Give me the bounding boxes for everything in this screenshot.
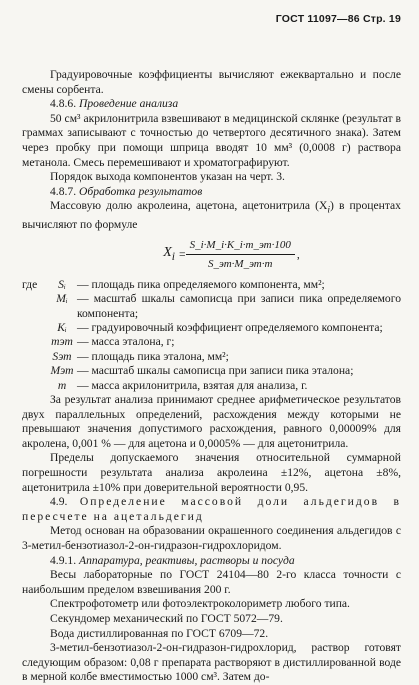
paragraph: Вода дистиллированная по ГОСТ 6709—72. <box>50 626 269 640</box>
paragraph <box>22 199 401 233</box>
formula-intro-sub: i <box>327 204 331 216</box>
formula-intro-rest: ) в процентах вычисляют по формуле <box>22 199 401 232</box>
page-header: ГОСТ 11097—86 Стр. 19 <box>275 13 401 25</box>
formula-fraction <box>186 238 295 272</box>
document-body <box>22 68 401 685</box>
section-number: 4.8.6. <box>50 97 77 111</box>
definition-row: Mэт — масштаб шкалы самописца при записи пика эталона; <box>50 364 354 378</box>
definitions-list <box>22 278 401 393</box>
section-title: Определение массовой доли альдегидов в пересчете на ацетальдегид <box>22 495 401 523</box>
section-number: 4.8.7. <box>50 184 77 198</box>
definition-row: m — масса акрилонитрила, взятая для анализа, г. <box>57 378 308 392</box>
paragraph: Порядок выхода компонентов указан на черт. 3. <box>50 170 285 184</box>
formula-tail: , <box>296 247 300 261</box>
section-heading-4-9 <box>22 495 401 524</box>
section-number: 4.9.1. <box>50 553 77 567</box>
paragraph: Секундомер механический по ГОСТ 5072—79. <box>50 612 283 625</box>
paragraph: Пределы допускаемого значения относительной суммарной погрешности результата анализа акролеина ±12%, ацетона ±8%, ацетонитрила ±10% при доверительной вероятности 0,95. <box>22 451 401 494</box>
definition-row: Kᵢ — градуировочный коэффициент определяемого компонента; <box>57 321 383 335</box>
formula-denominator: S_эт·M_эт·m <box>208 258 273 271</box>
paragraph: Градуировочные коэффициенты вычисляют ежеквартально и после смены сорбента. <box>22 68 401 96</box>
paragraph: Метод основан на образовании окрашенного соединения альдегидов с 3-метил-бензотиазол-2-он-гидразон-гидрохлоридом. <box>22 524 401 553</box>
definition-row: где Sᵢ — площадь пика определяемого компонента, мм²; <box>22 277 325 291</box>
formula-lhs: $X_i$ <box>163 244 176 263</box>
paragraph: 50 см³ акрилонитрила взвешивают в медицинской склянке (результат в граммах записывают с точностью до четвертого десятичного знака). Затем через пробку при помощи шприца вводят 10 мм³ (0,0008 г) раствора метанола. Смесь перемешивают и хроматографируют. <box>22 111 401 169</box>
section-title: Аппаратура, реактивы, растворы и посуда <box>79 553 295 567</box>
formula <box>62 236 401 274</box>
paragraph: Спектрофотометр или фотоэлектроколориметр любого типа. <box>50 597 350 611</box>
paragraph: За результат анализа принимают среднее арифметическое результатов двух параллельных определений, расхождения между которыми не превышают значения допустимого расхождения, равного 0,00009% для акролена, 0,001 % — для ацетона и 0,0005% — для ацетонитрила. <box>22 393 401 450</box>
section-number: 4.9. <box>50 495 68 509</box>
section-title: Проведение анализа <box>79 97 179 111</box>
section-title: Обработка результатов <box>79 184 203 198</box>
definition-row: mэт — масса эталона, г; <box>51 335 175 349</box>
paragraph: 3-метил-бензотиазол-2-он-гидразон-гидрохлорид, раствор готовят следующим образом: 0,08 г препарата растворяют в дистиллированной воде в мерной колбе вместимостью 1000 см³. Затем до- <box>22 641 401 684</box>
section-heading-4-8-7 <box>22 185 401 200</box>
formula-intro: Массовую долю акролеина, ацетона, ацетонитрила (X <box>50 199 328 213</box>
formula-numerator: S_i·M_i·K_i·m_эт·100 <box>186 238 295 256</box>
section-heading-4-9-1 <box>22 554 401 569</box>
definition-row: Sэт — площадь пика эталона, мм²; <box>52 349 229 363</box>
definition-row: Mᵢ — масштаб шкалы самописца при записи пика определяемого компонента; <box>56 292 401 320</box>
formula-equals: = <box>179 247 186 261</box>
section-heading-4-8-6 <box>22 97 401 112</box>
paragraph: Весы лабораторные по ГОСТ 24104—80 2-го класса точности с наибольшим пределом взвешивания 200 г. <box>22 568 401 596</box>
